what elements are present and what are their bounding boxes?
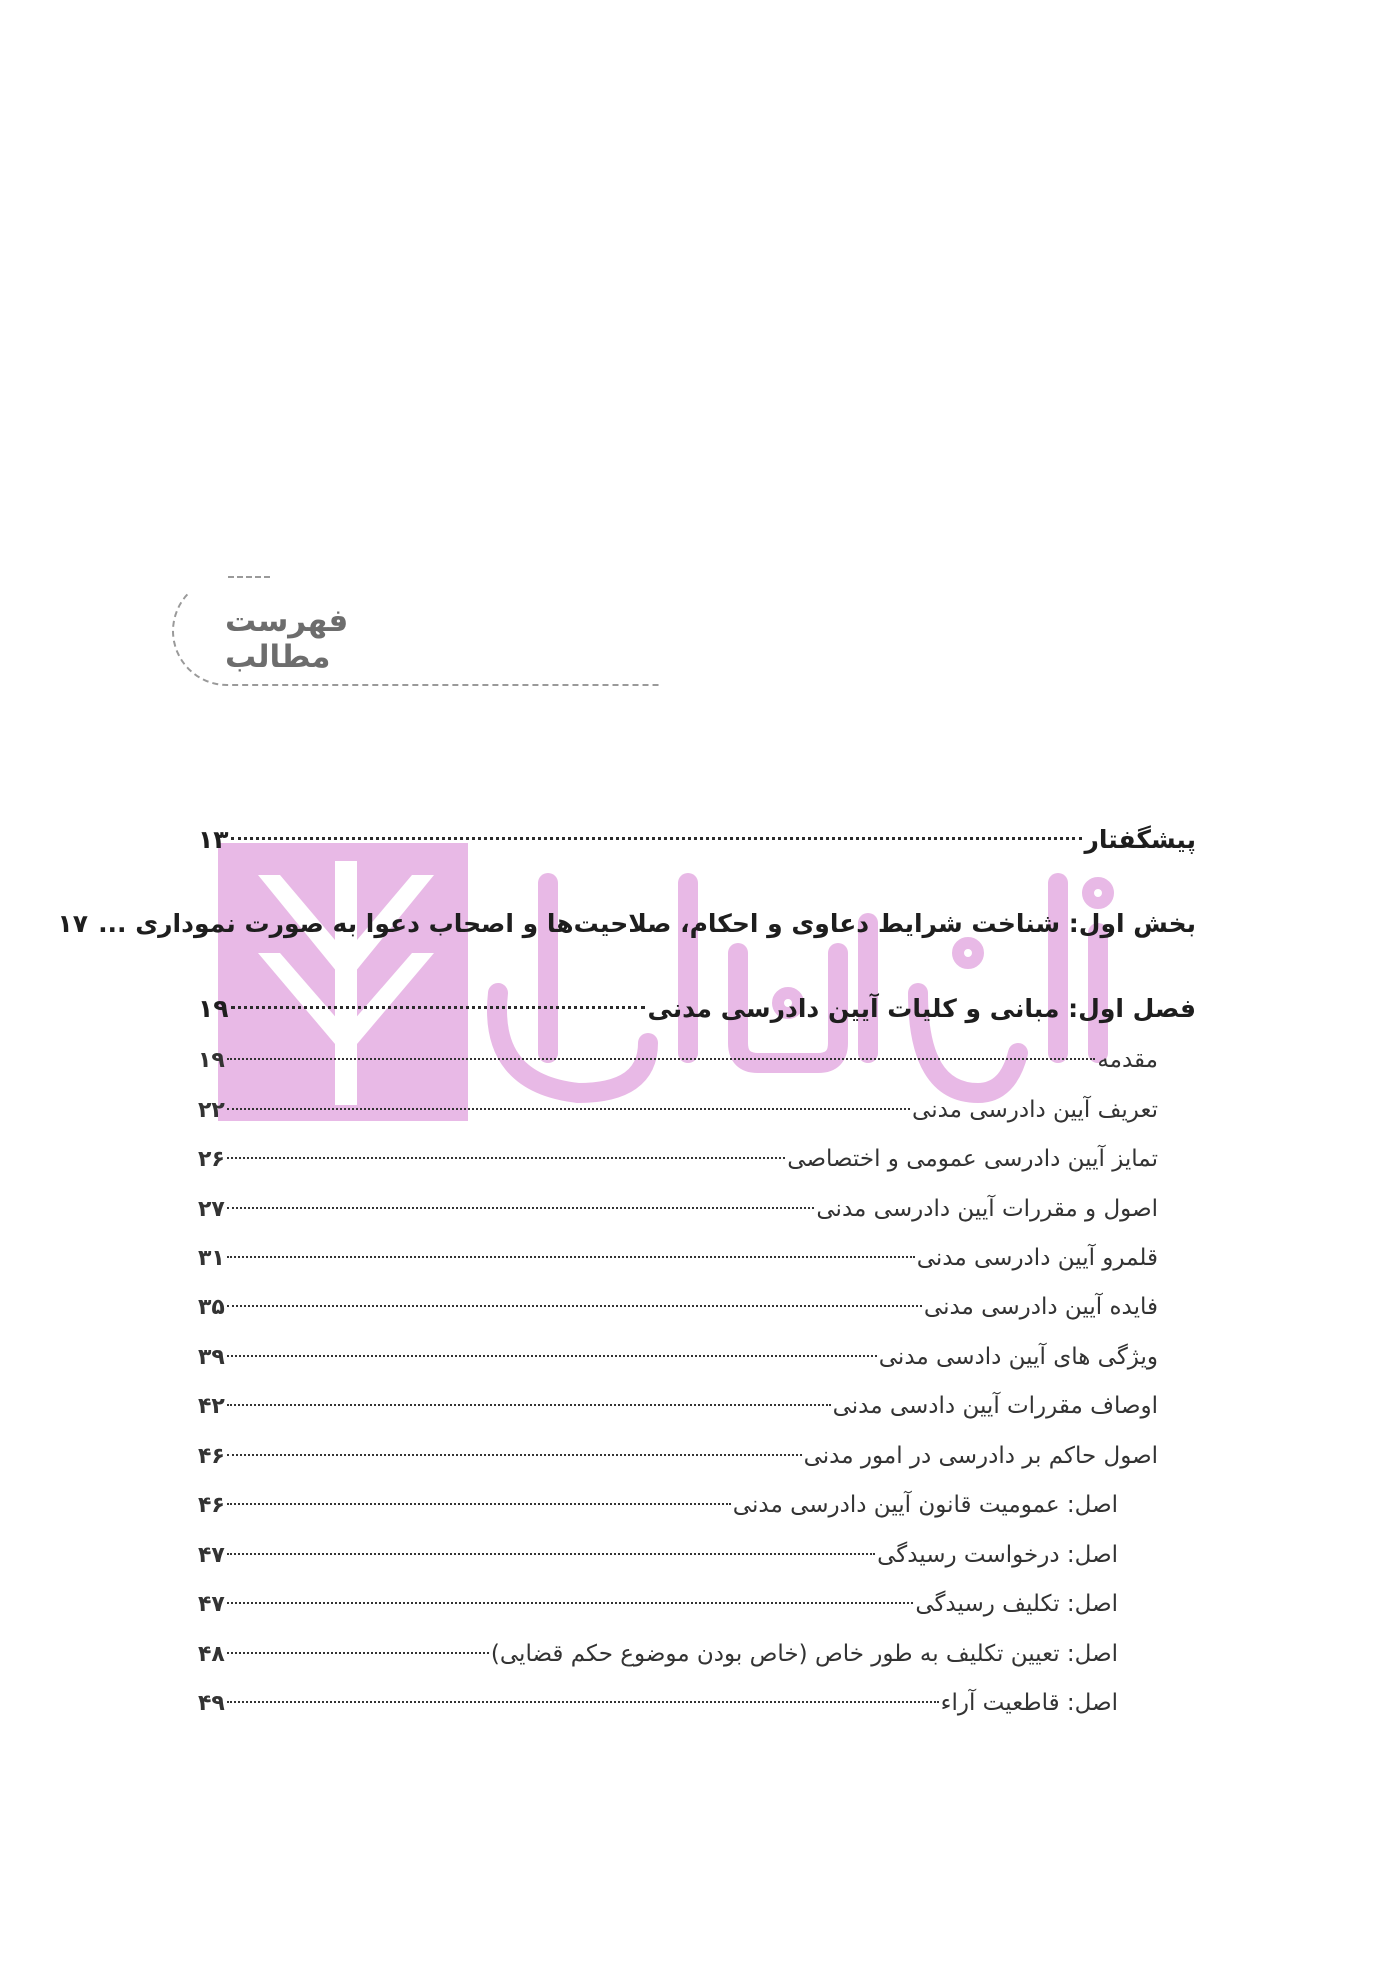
- dot-leader: [227, 1305, 922, 1307]
- toc-entry[interactable]: [198, 1384, 1158, 1428]
- dot-leader: [227, 1454, 802, 1456]
- toc-entry-page: ۱۳: [198, 825, 229, 854]
- toc-entry-page: ۴۶: [198, 1493, 225, 1518]
- toc-entry[interactable]: [198, 1582, 1118, 1626]
- toc-entry-page: ۳۱: [198, 1246, 225, 1271]
- toc-entry[interactable]: [198, 1434, 1158, 1478]
- dot-leader: [227, 1602, 913, 1604]
- toc-entry-title: فایده آیین دادرسی مدنی: [923, 1294, 1158, 1320]
- toc-entry-title: قلمرو آیین دادرسی مدنی: [916, 1245, 1158, 1271]
- toc-entry-title: اوصاف مقررات آیین دادسی مدنی: [832, 1393, 1158, 1419]
- dot-leader: [227, 1404, 831, 1406]
- toc-entry-page: ۳۵: [198, 1295, 225, 1320]
- toc-entry-title: اصل: تکلیف رسیدگی: [915, 1591, 1118, 1617]
- toc-entry-title: اصل: تعیین تکلیف به طور خاص (خاص بودن موضوع حکم قضایی): [490, 1641, 1118, 1667]
- toc-entry[interactable]: [57, 902, 1196, 946]
- dot-leader: [227, 1355, 877, 1357]
- toc-entry-page: ۴۷: [198, 1592, 225, 1617]
- toc-entry-page: ۴۲: [198, 1394, 225, 1419]
- toc-entry-title: پیشگفتار: [1084, 825, 1196, 854]
- toc-entry-page: ۳۹: [198, 1345, 225, 1370]
- toc-entry-page: ۱۹: [198, 994, 229, 1023]
- toc-entry-page: ۲۲: [198, 1098, 225, 1123]
- dot-leader: [227, 1503, 731, 1505]
- toc-entry-title: اصول حاکم بر دادرسی در امور مدنی: [803, 1443, 1158, 1469]
- toc-entry-title: تعریف آیین دادرسی مدنی: [912, 1097, 1158, 1123]
- toc-entry[interactable]: [198, 1236, 1158, 1280]
- dot-leader: [227, 1256, 915, 1258]
- toc-entry[interactable]: [198, 1038, 1158, 1082]
- toc-entry[interactable]: [198, 1285, 1158, 1329]
- toc-entry[interactable]: [198, 1137, 1158, 1181]
- toc-entry-title: اصل: درخواست رسیدگی: [877, 1542, 1118, 1568]
- toc-entry-title: فصل اول: مبانی و کلیات آیین دادرسی مدنی: [647, 994, 1196, 1023]
- toc-entry-title: بخش اول: شناخت شرایط دعاوی و احکام، صلاحیت‌ها و اصحاب دعوا به صورت نموداری ...: [98, 909, 1196, 938]
- toc-entry-page: ۲۷: [198, 1197, 225, 1222]
- toc-entry-title: ویژگی های آیین دادسی مدنی: [878, 1344, 1158, 1370]
- toc-entry-page: ۲۶: [198, 1147, 225, 1172]
- toc-entry[interactable]: [198, 818, 1196, 862]
- toc-entry-page: ۴۹: [198, 1691, 225, 1716]
- toc-entry[interactable]: [198, 1483, 1118, 1527]
- dot-leader: [227, 1207, 815, 1209]
- dot-leader: [227, 1701, 939, 1703]
- toc-entry-title: تمایز آیین دادرسی عمومی و اختصاصی: [787, 1146, 1158, 1172]
- dot-leader: [227, 1058, 1095, 1060]
- dot-leader: [231, 1006, 646, 1009]
- page-title: فهرست مطالب: [225, 603, 349, 675]
- dot-leader: [227, 1553, 875, 1555]
- toc-entry-title: مقدمه: [1097, 1047, 1158, 1073]
- dot-leader: [227, 1157, 785, 1159]
- toc-entry-page: ۴۷: [198, 1543, 225, 1568]
- dot-leader: [227, 1652, 489, 1654]
- toc-entry-page: ۱۹: [198, 1048, 225, 1073]
- toc-entry-title: اصل: عمومیت قانون آیین دادرسی مدنی: [732, 1492, 1118, 1518]
- toc-entry-page: ۴۸: [198, 1642, 225, 1667]
- toc-entry[interactable]: [198, 1533, 1118, 1577]
- toc-entry[interactable]: [198, 1187, 1158, 1231]
- toc-entry-title: اصل: قاطعیت آراء: [940, 1690, 1118, 1716]
- dot-leader: [231, 837, 1083, 840]
- toc-entry[interactable]: [198, 987, 1196, 1031]
- toc-entry-page: ۴۶: [198, 1444, 225, 1469]
- toc-entry-page: ۱۷: [57, 909, 89, 938]
- toc-entry-title: اصول و مقررات آیین دادرسی مدنی: [816, 1196, 1158, 1222]
- toc-entry[interactable]: [198, 1681, 1118, 1725]
- toc-entry[interactable]: [198, 1335, 1158, 1379]
- toc-entry[interactable]: [198, 1088, 1158, 1132]
- dot-leader: [227, 1108, 910, 1110]
- toc-entry[interactable]: [198, 1632, 1118, 1676]
